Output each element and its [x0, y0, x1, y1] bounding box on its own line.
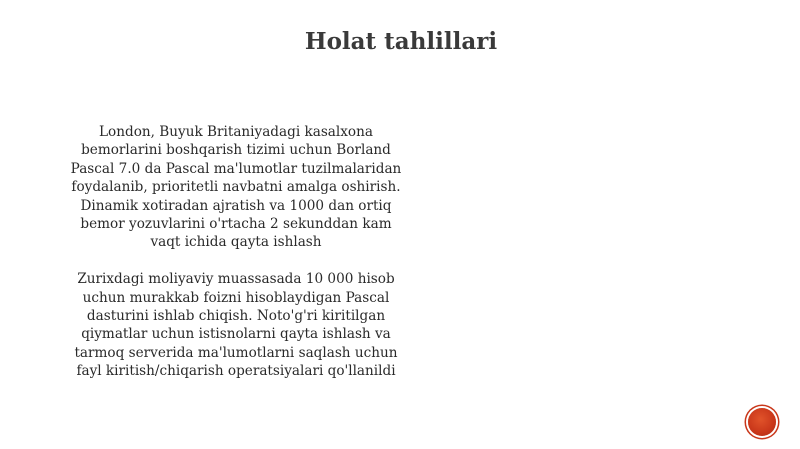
paragraph-london-case: London, Buyuk Britaniyadagi kasalxona bemorlarini boshqarish tizimi uchun Borland Pascal 7.0 da Pascal ma'lumotlar tuzilmalaridan foydalanib, prioritetli navbatni amalga oshirish. Dinamik xotiradan ajratish va 1000 dan ortiq bemor yozuvlarini o'rtacha 2 sekunddan kam vaqt ichida qayta ishlash — [70, 124, 402, 251]
slide-body — [58, 123, 414, 381]
accent-circle-icon — [748, 408, 776, 436]
slide-title: Holat tahlillari — [304, 28, 498, 55]
paragraph-zurich-case: Zurixdagi moliyaviy muassasada 10 000 hisob uchun murakkab foizni hisoblaydigan Pascal dasturini ishlab chiqish. Noto'g'ri kiritilgan qiymatlar uchun istisnolarni qayta ishlash va tarmoq serverida ma'lumotlarni saqlash uchun fayl kiritish/chiqarish operatsiyalari qo'llanildi — [74, 271, 398, 380]
